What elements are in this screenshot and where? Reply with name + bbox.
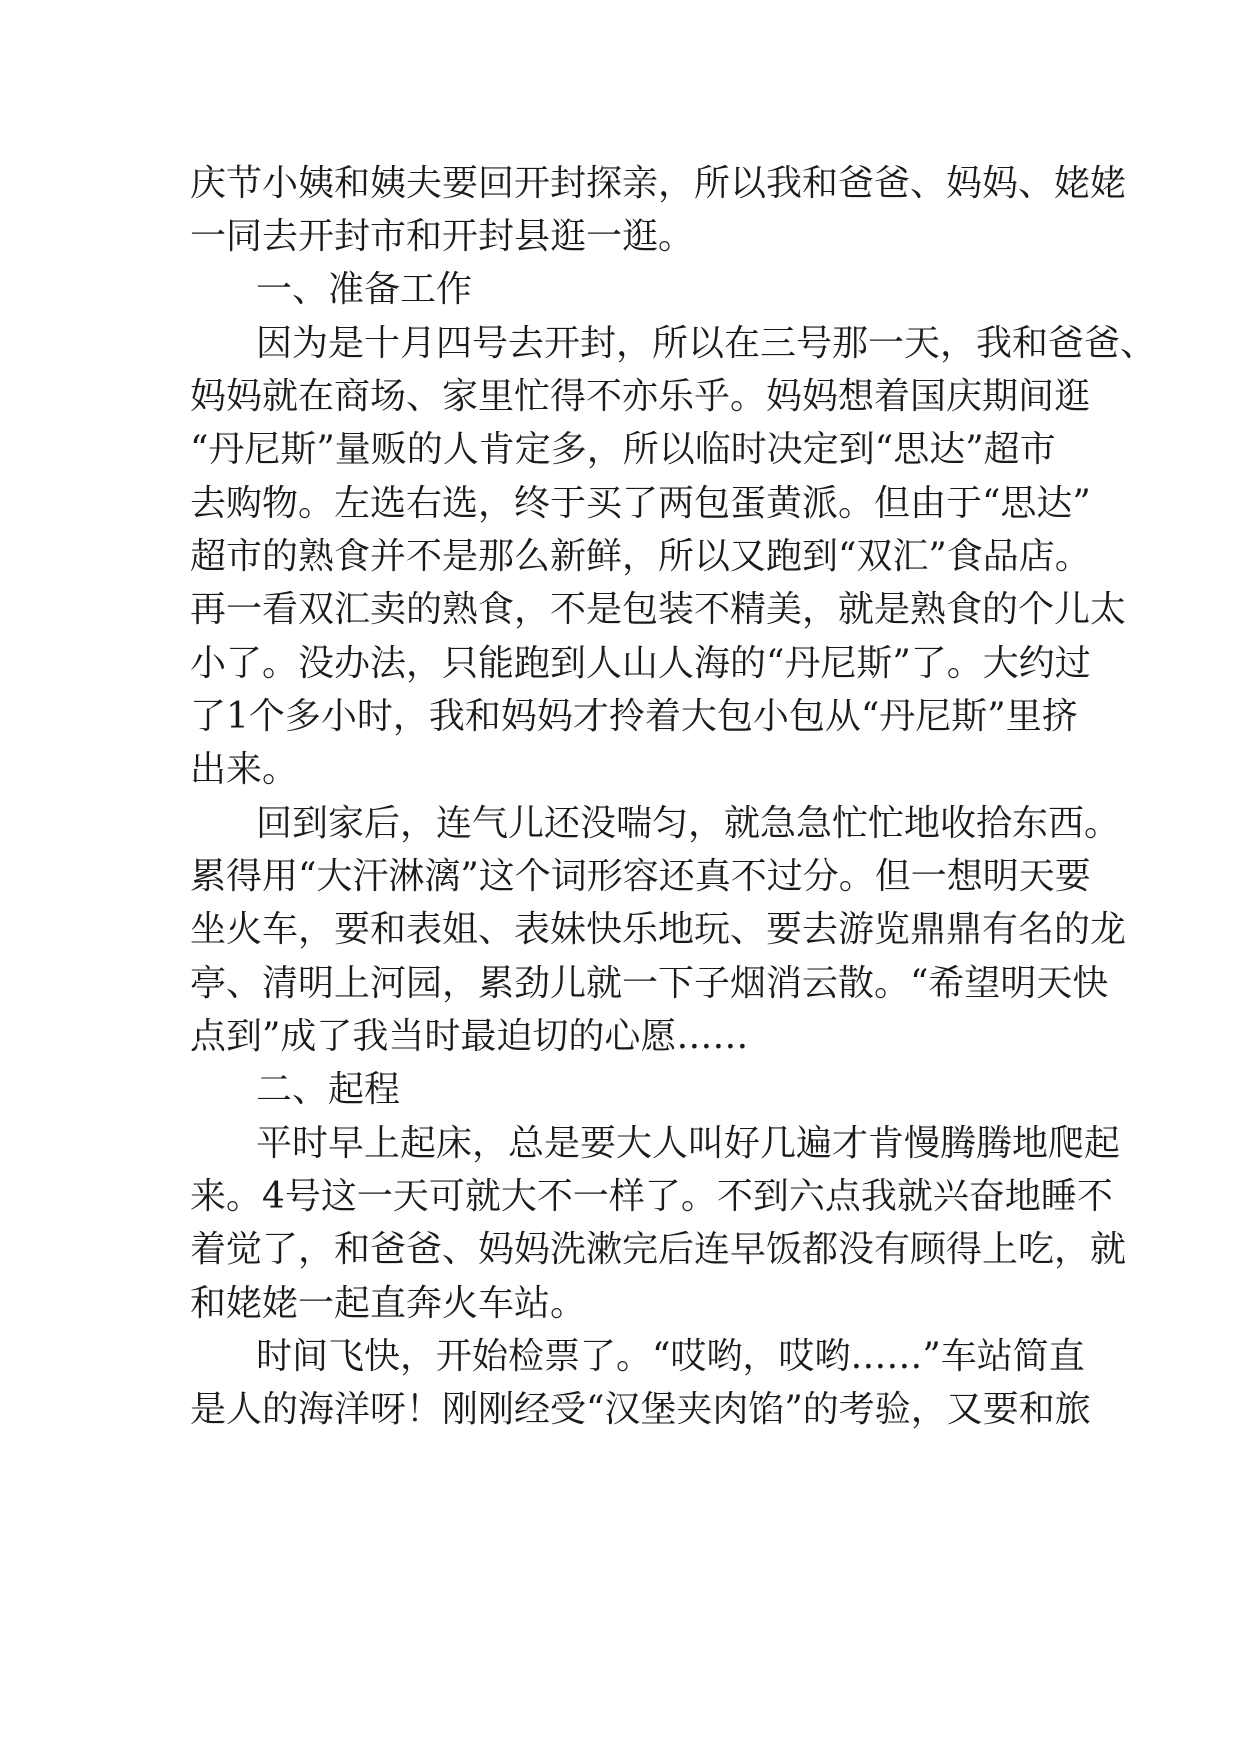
section-heading: 二、起程 [256, 1069, 401, 1110]
text-line: 再一看双汇卖的熟食，不是包装不精美，就是熟食的个儿太 [190, 589, 1127, 630]
text-line: 小了。没办法，只能跑到人山人海的“丹尼斯”了。大约过 [190, 643, 1091, 684]
text-line: 回到家后，连气儿还没喘匀，就急急忙忙地收拾东西。 [256, 803, 1121, 844]
text-line: 亭、清明上河园，累劲儿就一下子烟消云散。“希望明天快 [190, 963, 1109, 1004]
text-line: 和姥姥一起直奔火车站。 [190, 1283, 587, 1324]
text-line: 时间飞快，开始检票了。“哎哟，哎哟……”车站简直 [256, 1336, 1085, 1377]
text-line: 着觉了，和爸爸、妈妈洗漱完后连早饭都没有顾得上吃，就 [190, 1229, 1127, 1270]
text-line: 一同去开封市和开封县逛一逛。 [190, 216, 695, 257]
text-line: 点到”成了我当时最迫切的心愿…… [190, 1016, 749, 1057]
text-line: 累得用“大汗淋漓”这个词形容还真不过分。但一想明天要 [190, 856, 1091, 897]
text-line: 妈妈就在商场、家里忙得不亦乐乎。妈妈想着国庆期间逛 [190, 376, 1091, 417]
section-heading: 一、准备工作 [256, 269, 473, 310]
text-line: 坐火车，要和表姐、表妹快乐地玩、要去游览鼎鼎有名的龙 [190, 909, 1127, 950]
text-line: 是人的海洋呀！刚刚经受“汉堡夹肉馅”的考验，又要和旅 [190, 1389, 1091, 1430]
text-line: “丹尼斯”量贩的人肯定多，所以临时决定到“思达”超市 [190, 429, 1056, 470]
text-line: 平时早上起床，总是要大人叫好几遍才肯慢腾腾地爬起 [256, 1123, 1121, 1164]
text-line: 了1个多小时，我和妈妈才拎着大包小包从“丹尼斯”里挤 [190, 696, 1078, 737]
text-line: 出来。 [190, 749, 299, 790]
text-line: 去购物。左选右选，终于买了两包蛋黄派。但由于“思达” [190, 483, 1091, 524]
text-line: 来。4号这一天可就大不一样了。不到六点我就兴奋地睡不 [190, 1176, 1113, 1217]
text-line: 庆节小姨和姨夫要回开封探亲，所以我和爸爸、妈妈、姥姥 [190, 163, 1127, 204]
text-line: 因为是十月四号去开封，所以在三号那一天，我和爸爸、 [256, 323, 1157, 364]
text-line: 超市的熟食并不是那么新鲜，所以又跑到“双汇”食品店。 [190, 536, 1091, 577]
